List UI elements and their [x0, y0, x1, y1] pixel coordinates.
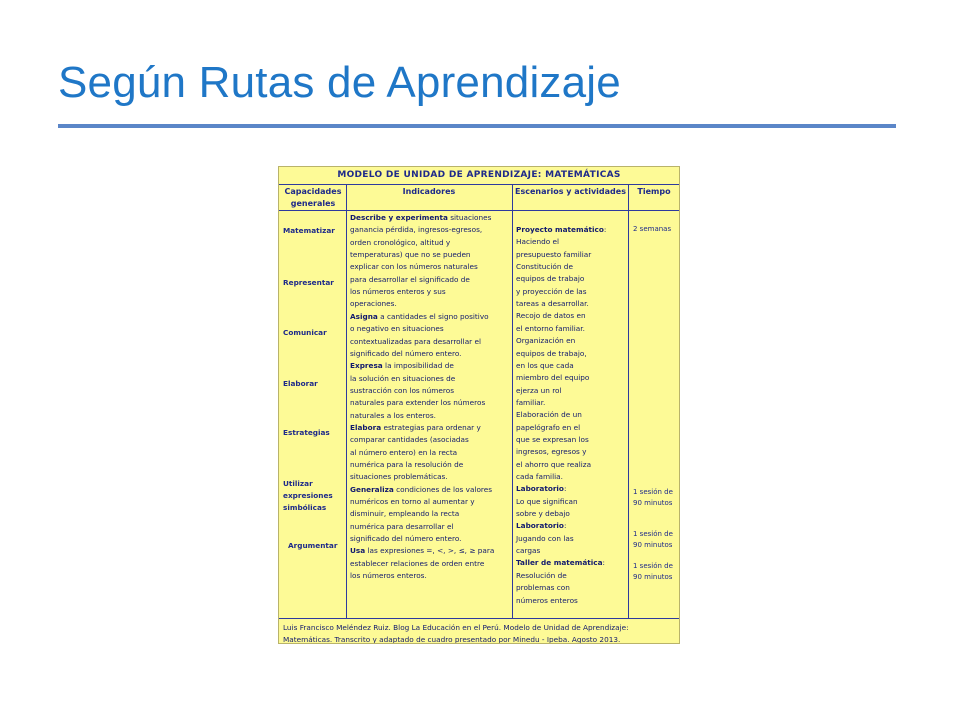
escenario-line-text: cada familia.	[516, 472, 563, 481]
indicador-line	[350, 484, 492, 496]
indicador-line-text: ganancia pérdida, ingresos-egresos,	[350, 225, 483, 235]
indicador-line	[350, 422, 481, 434]
indicador-line-keyword: Expresa	[350, 361, 383, 371]
indicador-line	[350, 471, 448, 483]
escenario-line	[516, 582, 570, 594]
column-header-capacidades: Capacidades generales	[284, 187, 342, 208]
indicador-line	[350, 447, 457, 459]
indicador-line-text: numérica para la resolución de	[350, 460, 464, 469]
escenario-line-text: Elaboración de un	[516, 410, 582, 420]
escenario-line	[516, 385, 562, 397]
escenario-line-text: :	[563, 521, 567, 531]
escenario-line-text: en los que cada	[516, 360, 574, 370]
indicador-line	[350, 570, 427, 582]
capacidad-item: Comunicar	[283, 328, 327, 337]
escenario-line	[516, 446, 586, 458]
escenario-line-text: que se expresan los	[516, 434, 589, 444]
indicador-line-keyword: Generaliza	[350, 484, 394, 494]
indicador-line	[350, 533, 462, 545]
indicador-line	[350, 323, 444, 335]
indicador-line	[350, 508, 459, 520]
table-heading: MODELO DE UNIDAD DE APRENDIZAJE: MATEMÁTICAS	[279, 167, 679, 185]
indicador-line-text: operaciones.	[350, 299, 397, 309]
escenario-line-text: Recojo de datos en	[516, 311, 586, 321]
escenario-line-keyword: Proyecto matemático	[516, 225, 604, 234]
indicador-line	[350, 373, 455, 385]
escenario-line-text: presupuesto familiar	[516, 249, 592, 259]
indicador-line	[350, 434, 469, 446]
escenario-line-text: papelógrafo en el	[516, 422, 581, 432]
escenario-line	[516, 310, 586, 322]
indicador-line-text: temperaturas) que no se pueden	[350, 250, 471, 260]
escenario-line-text: ejerza un rol	[516, 385, 562, 395]
escenario-line-text: sobre y debajo	[516, 509, 570, 519]
indicador-line-text: al número entero) en la recta	[350, 447, 458, 457]
escenario-line	[516, 557, 605, 569]
indicador-line-text: numéricos en torno al aumentar y	[350, 497, 475, 507]
indicador-line-text: o negativo en situaciones	[350, 324, 444, 334]
indicador-line-text: situaciones problemáticas.	[350, 472, 448, 482]
escenario-line-keyword: Laboratorio	[516, 521, 564, 531]
escenario-line	[516, 236, 559, 248]
escenario-line	[516, 348, 587, 360]
indicador-line-keyword: Elabora	[350, 422, 382, 432]
escenario-line	[516, 520, 566, 532]
indicador-line	[350, 274, 470, 286]
indicador-line-text: establecer relaciones de orden entre	[350, 558, 485, 568]
indicador-line-text: los números enteros y sus	[350, 287, 446, 297]
indicador-line-text: orden cronológico, altitud y	[350, 237, 451, 247]
escenario-line	[516, 533, 574, 545]
indicador-line	[350, 298, 397, 310]
escenario-line-text: Haciendo el	[516, 237, 560, 247]
escenario-line	[516, 471, 563, 483]
capacidad-item: Elaborar	[283, 379, 318, 388]
indicador-line-text: condiciones de los valores	[393, 484, 493, 494]
indicador-line	[350, 348, 462, 360]
tiempo-item: 1 sesión de 90 minutos	[633, 488, 673, 507]
indicador-line	[350, 410, 436, 422]
escenario-line	[516, 595, 578, 607]
escenario-line-text: y proyección de las	[516, 286, 587, 296]
escenario-line-text: familiar.	[516, 397, 546, 407]
escenario-line	[516, 372, 589, 384]
indicador-line-text: para desarrollar el significado de	[350, 274, 470, 284]
title-underline	[58, 124, 896, 128]
capacidad-item: Matematizar	[283, 226, 335, 235]
column-divider	[628, 184, 629, 618]
indicador-line-text: naturales a los enteros.	[350, 410, 436, 420]
indicador-line	[350, 261, 478, 273]
escenario-line	[516, 545, 540, 557]
escenario-line	[516, 249, 591, 261]
escenario-line-text: miembro del equipo	[516, 373, 590, 383]
source-note: Luis Francisco Meléndez Ruiz. Blog La Educación en el Perú. Modelo de Unidad de Aprendizaje: Matemáticas. Transcrito y adaptado de cuadro presentado por Minedu - Ipeba. Agosto 2013.	[283, 623, 629, 644]
escenario-line	[516, 298, 589, 310]
column-header-indicadores: Indicadores	[402, 187, 456, 196]
capacidad-item: Representar	[283, 278, 334, 287]
indicador-line	[350, 224, 482, 236]
escenario-line-text: :	[563, 484, 567, 494]
indicador-line-text: a cantidades el signo positivo	[377, 311, 489, 321]
escenario-line	[516, 224, 606, 236]
indicador-line	[350, 558, 484, 570]
escenario-line-text: Constitución de	[516, 262, 573, 272]
escenario-line-keyword: Laboratorio	[516, 484, 564, 494]
indicador-line-keyword: Asigna	[350, 311, 378, 321]
tiempo-item: 1 sesión de 90 minutos	[633, 562, 673, 581]
column-divider	[346, 184, 347, 618]
escenario-line-text: el entorno familiar.	[516, 323, 585, 333]
escenario-line	[516, 409, 582, 421]
indicador-line	[350, 397, 485, 409]
escenario-line	[516, 360, 574, 372]
unit-model-table-image	[278, 166, 680, 644]
column-header-escenarios: Escenarios y actividades	[515, 187, 626, 196]
escenario-line	[516, 273, 584, 285]
indicador-line	[350, 311, 489, 323]
escenario-line-text: ingresos, egresos y	[516, 447, 587, 457]
indicador-line	[350, 360, 454, 372]
indicador-line-text: naturales para extender los números	[350, 398, 486, 408]
escenario-line	[516, 434, 589, 446]
indicador-line-text: significado del número entero.	[350, 534, 462, 544]
indicador-line	[350, 459, 463, 471]
indicador-line-text: situaciones	[447, 213, 492, 222]
escenario-line-text: cargas	[516, 546, 541, 556]
escenario-line-text: números enteros	[516, 595, 578, 605]
indicador-line	[350, 496, 475, 508]
indicador-line-text: numérica para desarrollar el	[350, 521, 454, 531]
indicador-line-text: explicar con los números naturales	[350, 262, 478, 272]
escenario-line-text: Organización en	[516, 336, 576, 346]
indicador-line	[350, 521, 454, 533]
slide-title: Según Rutas de Aprendizaje	[58, 58, 621, 107]
indicador-line-text: las expresiones =, <, >, ≤, ≥ para	[365, 546, 495, 556]
footer-divider	[279, 618, 679, 619]
escenario-line	[516, 286, 587, 298]
escenario-line-keyword: Taller de matemática	[516, 558, 603, 568]
indicador-line-keyword: Usa	[350, 546, 366, 556]
indicador-line	[350, 545, 494, 557]
escenario-line-text: tareas a desarrollar.	[516, 299, 589, 309]
escenario-line-text: equipos de trabajo	[516, 274, 585, 284]
indicador-line-text: sustracción con los números	[350, 385, 455, 395]
escenario-line	[516, 335, 575, 347]
indicador-line-text: la solución en situaciones de	[350, 373, 456, 383]
indicador-line	[350, 237, 450, 249]
escenario-line-text: Lo que significan	[516, 496, 578, 506]
escenario-line	[516, 570, 567, 582]
capacidad-item: Utilizar expresiones simbólicas	[283, 479, 333, 512]
indicador-line	[350, 286, 446, 298]
indicador-line-text: los números enteros.	[350, 571, 427, 581]
header-row-divider	[279, 210, 679, 211]
escenario-line	[516, 459, 591, 471]
escenario-line	[516, 422, 580, 434]
indicador-line	[350, 212, 491, 224]
indicador-line-text: comparar cantidades (asociadas	[350, 435, 469, 445]
indicador-line	[350, 249, 471, 261]
column-header-tiempo: Tiempo	[637, 187, 671, 196]
tiempo-item: 1 sesión de 90 minutos	[633, 530, 673, 549]
capacidad-item: Argumentar	[288, 541, 338, 550]
indicador-line-text: significado del número entero.	[350, 348, 462, 358]
escenario-line	[516, 323, 585, 335]
indicador-line-text: la imposibilidad de	[382, 361, 454, 371]
column-divider	[512, 184, 513, 618]
escenario-line-text: Resolución de	[516, 570, 567, 580]
escenario-line-text: :	[602, 558, 605, 568]
tiempo-item: 2 semanas	[633, 225, 672, 233]
indicador-line-text: disminuir, empleando la recta	[350, 509, 460, 519]
indicador-line-keyword: Describe y experimenta	[350, 213, 448, 222]
escenario-line-text: equipos de trabajo,	[516, 348, 587, 358]
escenario-line	[516, 496, 578, 508]
indicador-line-text: contextualizadas para desarrollar el	[350, 336, 482, 346]
escenario-line	[516, 397, 545, 409]
indicador-line-text: estrategias para ordenar y	[381, 422, 481, 432]
escenario-line	[516, 261, 573, 273]
indicador-line	[350, 336, 481, 348]
indicador-line	[350, 385, 454, 397]
escenario-line-text: problemas con	[516, 583, 570, 593]
escenario-line	[516, 508, 570, 520]
escenario-line-text: :	[603, 225, 607, 234]
escenario-line	[516, 483, 566, 495]
capacidad-item: Estrategias	[283, 428, 330, 437]
escenario-line-text: Jugando con las	[516, 533, 574, 543]
escenario-line-text: el ahorro que realiza	[516, 459, 592, 469]
